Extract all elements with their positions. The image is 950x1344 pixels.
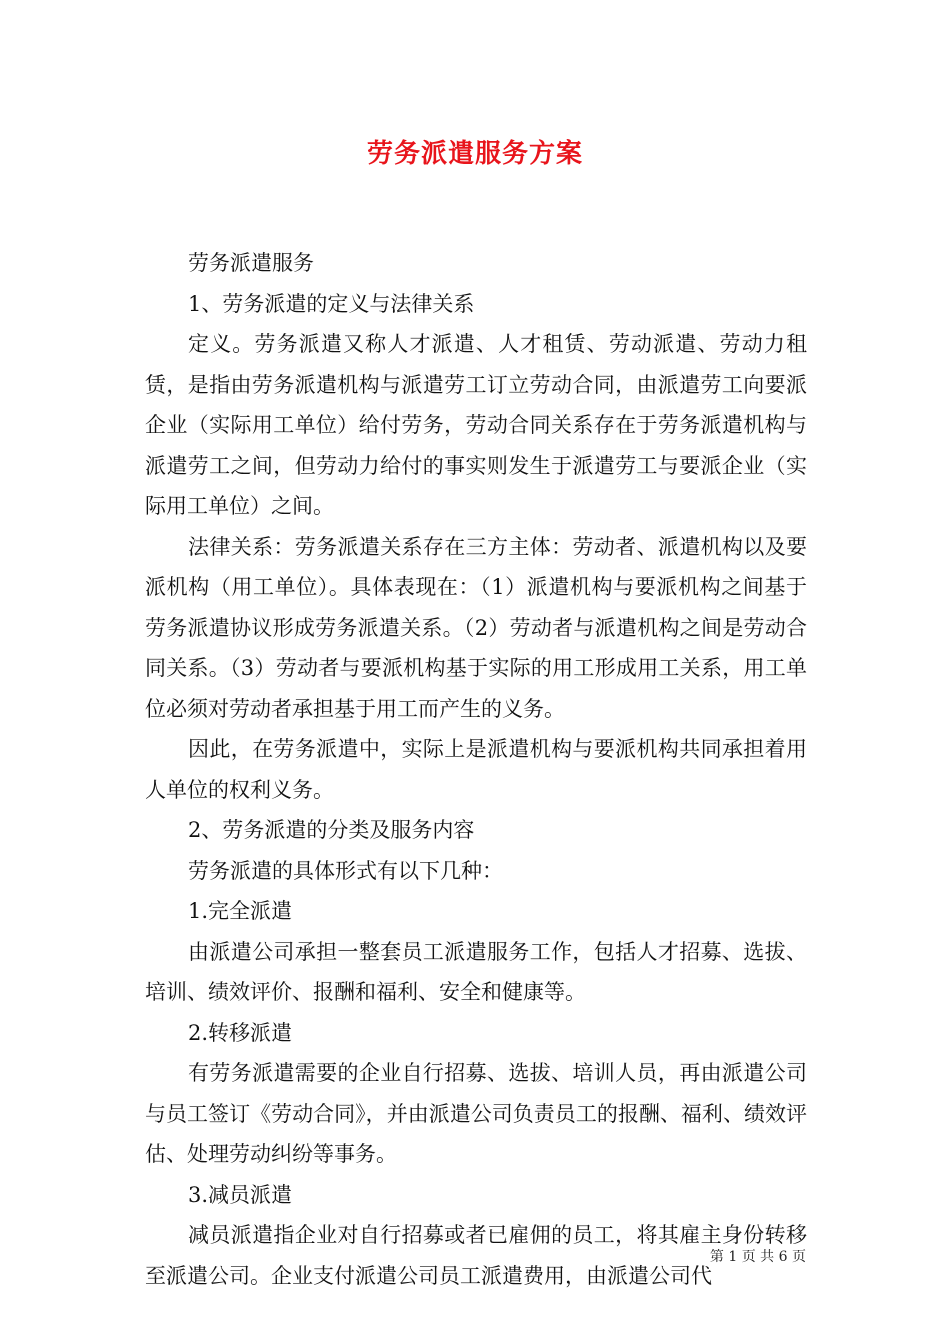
paragraph-definition: 定义。劳务派遣又称人才派遣、人才租赁、劳动派遣、劳动力租赁，是指由劳务派遣机构与派遣劳工订立劳动合同，由派遣劳工向要派企业（实际用工单位）给付劳务，劳动合同关系存在于劳务派遣机构与派遣劳工之间，但劳动力给付的事实则发生于派遣劳工与要派企业（实际用工单位）之间。 [145,332,807,518]
paragraph-section-2-heading: 2、劳务派遣的分类及服务内容 [188,818,475,842]
document-body [145,243,807,1296]
paragraph-section-1-heading: 1、劳务派遣的定义与法律关系 [188,291,475,316]
paragraph-legal-relation: 法律关系：劳务派遣关系存在三方主体：劳动者、派遣机构以及要派机构（用工单位）。具体表现在：（1）派遣机构与要派机构之间基于劳务派遣协议形成劳务派遣关系。（2）劳动者与派遣机构之间是劳动合同关系。（3）劳动者与要派机构基于实际的用工形成用工关系，用工单位必须对劳动者承担基于用工而产生的义务。 [145,534,807,721]
paragraph-reduction-dispatch: 减员派遣指企业对自行招募或者已雇佣的员工，将其雇主身份转移至派遣公司。企业支付派遣公司员工派遣费用，由派遣公司代 [145,1223,807,1288]
paragraph-heading-service: 劳务派遣服务 [188,251,314,275]
paragraph-transfer-dispatch: 有劳务派遣需要的企业自行招募、选拔、培训人员，再由派遣公司与员工签订《劳动合同》，并由派遣公司负责员工的报酬、福利、绩效评估、处理劳动纠纷等事务。 [145,1061,807,1166]
document-title: 劳务派遣服务方案 [366,139,583,169]
paragraph-forms-intro: 劳务派遣的具体形式有以下几种： [188,858,503,883]
paragraph-full-dispatch-heading: 1.完全派遣 [188,899,293,923]
paragraph-full-dispatch: 由派遣公司承担一整套员工派遣服务工作，包括人才招募、选拔、培训、绩效评价、报酬和福利、安全和健康等。 [145,939,807,1004]
paragraph-therefore: 因此，在劳务派遣中，实际上是派遣机构与要派机构共同承担着用人单位的权利义务。 [145,737,807,802]
page-number-footer: 第 1 页 共 6 页 [709,1249,806,1265]
paragraph-transfer-dispatch-heading: 2.转移派遣 [188,1020,293,1045]
paragraph-reduction-dispatch-heading: 3.减员派遣 [188,1182,293,1207]
